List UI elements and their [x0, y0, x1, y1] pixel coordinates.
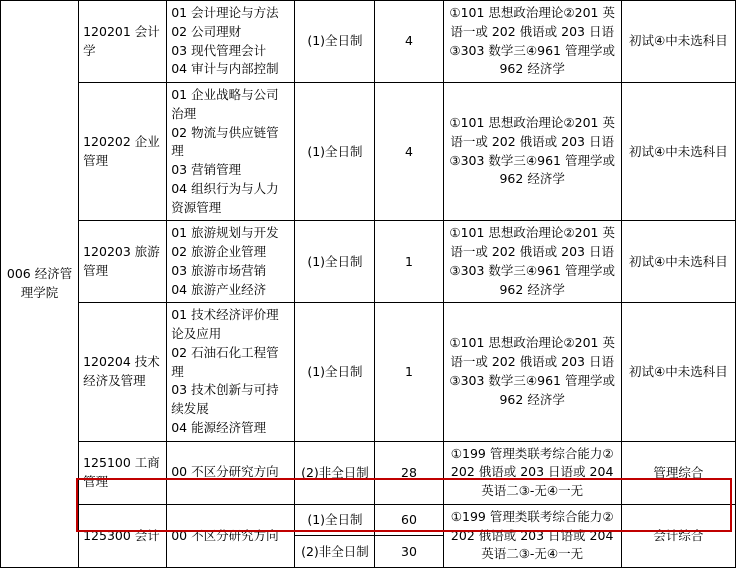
direction-line: 00 不区分研究方向 [171, 527, 279, 543]
direction-line: 03 旅游市场营销 [171, 262, 267, 278]
major-cell: 120204 技术经济及管理 [79, 303, 167, 441]
study-mode-cell: (1)全日制 [295, 303, 375, 441]
enrollment-cell: 1 [375, 221, 443, 303]
remark-cell: 会计综合 [621, 504, 735, 567]
remark-cell: 初试④中未选科目 [621, 303, 735, 441]
major-cell: 125300 会计 [79, 504, 167, 567]
major-cell: 120202 企业管理 [79, 83, 167, 221]
remark-cell: 初试④中未选科目 [621, 221, 735, 303]
enrollment-cell: 4 [375, 83, 443, 221]
enrollment-cell: 30 [375, 536, 443, 568]
direction-line: 01 旅游规划与开发 [171, 225, 279, 241]
exam-subjects-cell: ①101 思想政治理论②201 英语一或 202 俄语或 203 日语③303 数学三④961 管理学或 962 经济学 [443, 1, 621, 83]
direction-line: 02 物流与供应链管理 [171, 124, 279, 159]
direction-line: 04 审计与内部控制 [171, 61, 279, 77]
enrollment-cell: 4 [375, 1, 443, 83]
major-cell: 120203 旅游管理 [79, 221, 167, 303]
table-row [1, 441, 736, 504]
direction-line: 02 石油石化工程管理 [171, 344, 279, 379]
direction-line: 04 能源经济管理 [171, 419, 267, 435]
table-row [1, 303, 736, 441]
direction-line: 03 现代管理会计 [171, 42, 267, 58]
enrollment-cell: 60 [375, 504, 443, 536]
directions-cell [167, 441, 295, 504]
enrollment-cell: 28 [375, 441, 443, 504]
remark-cell: 初试④中未选科目 [621, 83, 735, 221]
table-row [1, 83, 736, 221]
direction-line: 04 旅游产业经济 [171, 281, 267, 297]
exam-subjects-cell: ①101 思想政治理论②201 英语一或 202 俄语或 203 日语③303 数学三④961 管理学或 962 经济学 [443, 303, 621, 441]
exam-subjects-cell: ①199 管理类联考综合能力②202 俄语或 203 日语或 204 英语二③-无④一无 [443, 441, 621, 504]
remark-cell: 初试④中未选科目 [621, 1, 735, 83]
enrollment-cell: 1 [375, 303, 443, 441]
study-mode-cell: (2)非全日制 [295, 536, 375, 568]
study-mode-cell: (1)全日制 [295, 1, 375, 83]
direction-line: 00 不区分研究方向 [171, 464, 279, 480]
table-row [1, 1, 736, 83]
direction-line: 03 营销管理 [171, 162, 242, 177]
direction-line: 01 技术经济评价理论及应用 [171, 307, 279, 341]
direction-line: 02 旅游企业管理 [171, 244, 267, 259]
major-cell: 125100 工商管理 [79, 441, 167, 504]
directions-cell [167, 303, 295, 441]
exam-subjects-cell: ①101 思想政治理论②201 英语一或 202 俄语或 203 日语③303 数学三④961 管理学或 962 经济学 [443, 221, 621, 303]
direction-line: 02 公司理财 [171, 23, 242, 39]
exam-subjects-cell: ①199 管理类联考综合能力②202 俄语或 203 日语或 204 英语二③-无④一无 [443, 504, 621, 567]
direction-line: 01 企业战略与公司治理 [171, 87, 279, 121]
directions-cell [167, 83, 295, 221]
direction-line: 01 会计理论与方法 [171, 5, 279, 20]
directions-cell [167, 221, 295, 303]
exam-subjects-cell: ①101 思想政治理论②201 英语一或 202 俄语或 203 日语③303 数学三④961 管理学或 962 经济学 [443, 83, 621, 221]
study-mode-cell: (1)全日制 [295, 504, 375, 536]
directions-cell [167, 504, 295, 567]
direction-line: 03 技术创新与可持续发展 [171, 382, 279, 416]
direction-line: 04 组织行为与人力资源管理 [171, 180, 279, 215]
remark-cell: 管理综合 [621, 441, 735, 504]
table-row [1, 504, 736, 536]
study-mode-cell: (1)全日制 [295, 221, 375, 303]
directions-cell [167, 1, 295, 83]
study-mode-cell: (1)全日制 [295, 83, 375, 221]
study-mode-cell: (2)非全日制 [295, 441, 375, 504]
college-cell: 006 经济管理学院 [1, 1, 79, 568]
table-row [1, 221, 736, 303]
major-cell: 120201 会计学 [79, 1, 167, 83]
